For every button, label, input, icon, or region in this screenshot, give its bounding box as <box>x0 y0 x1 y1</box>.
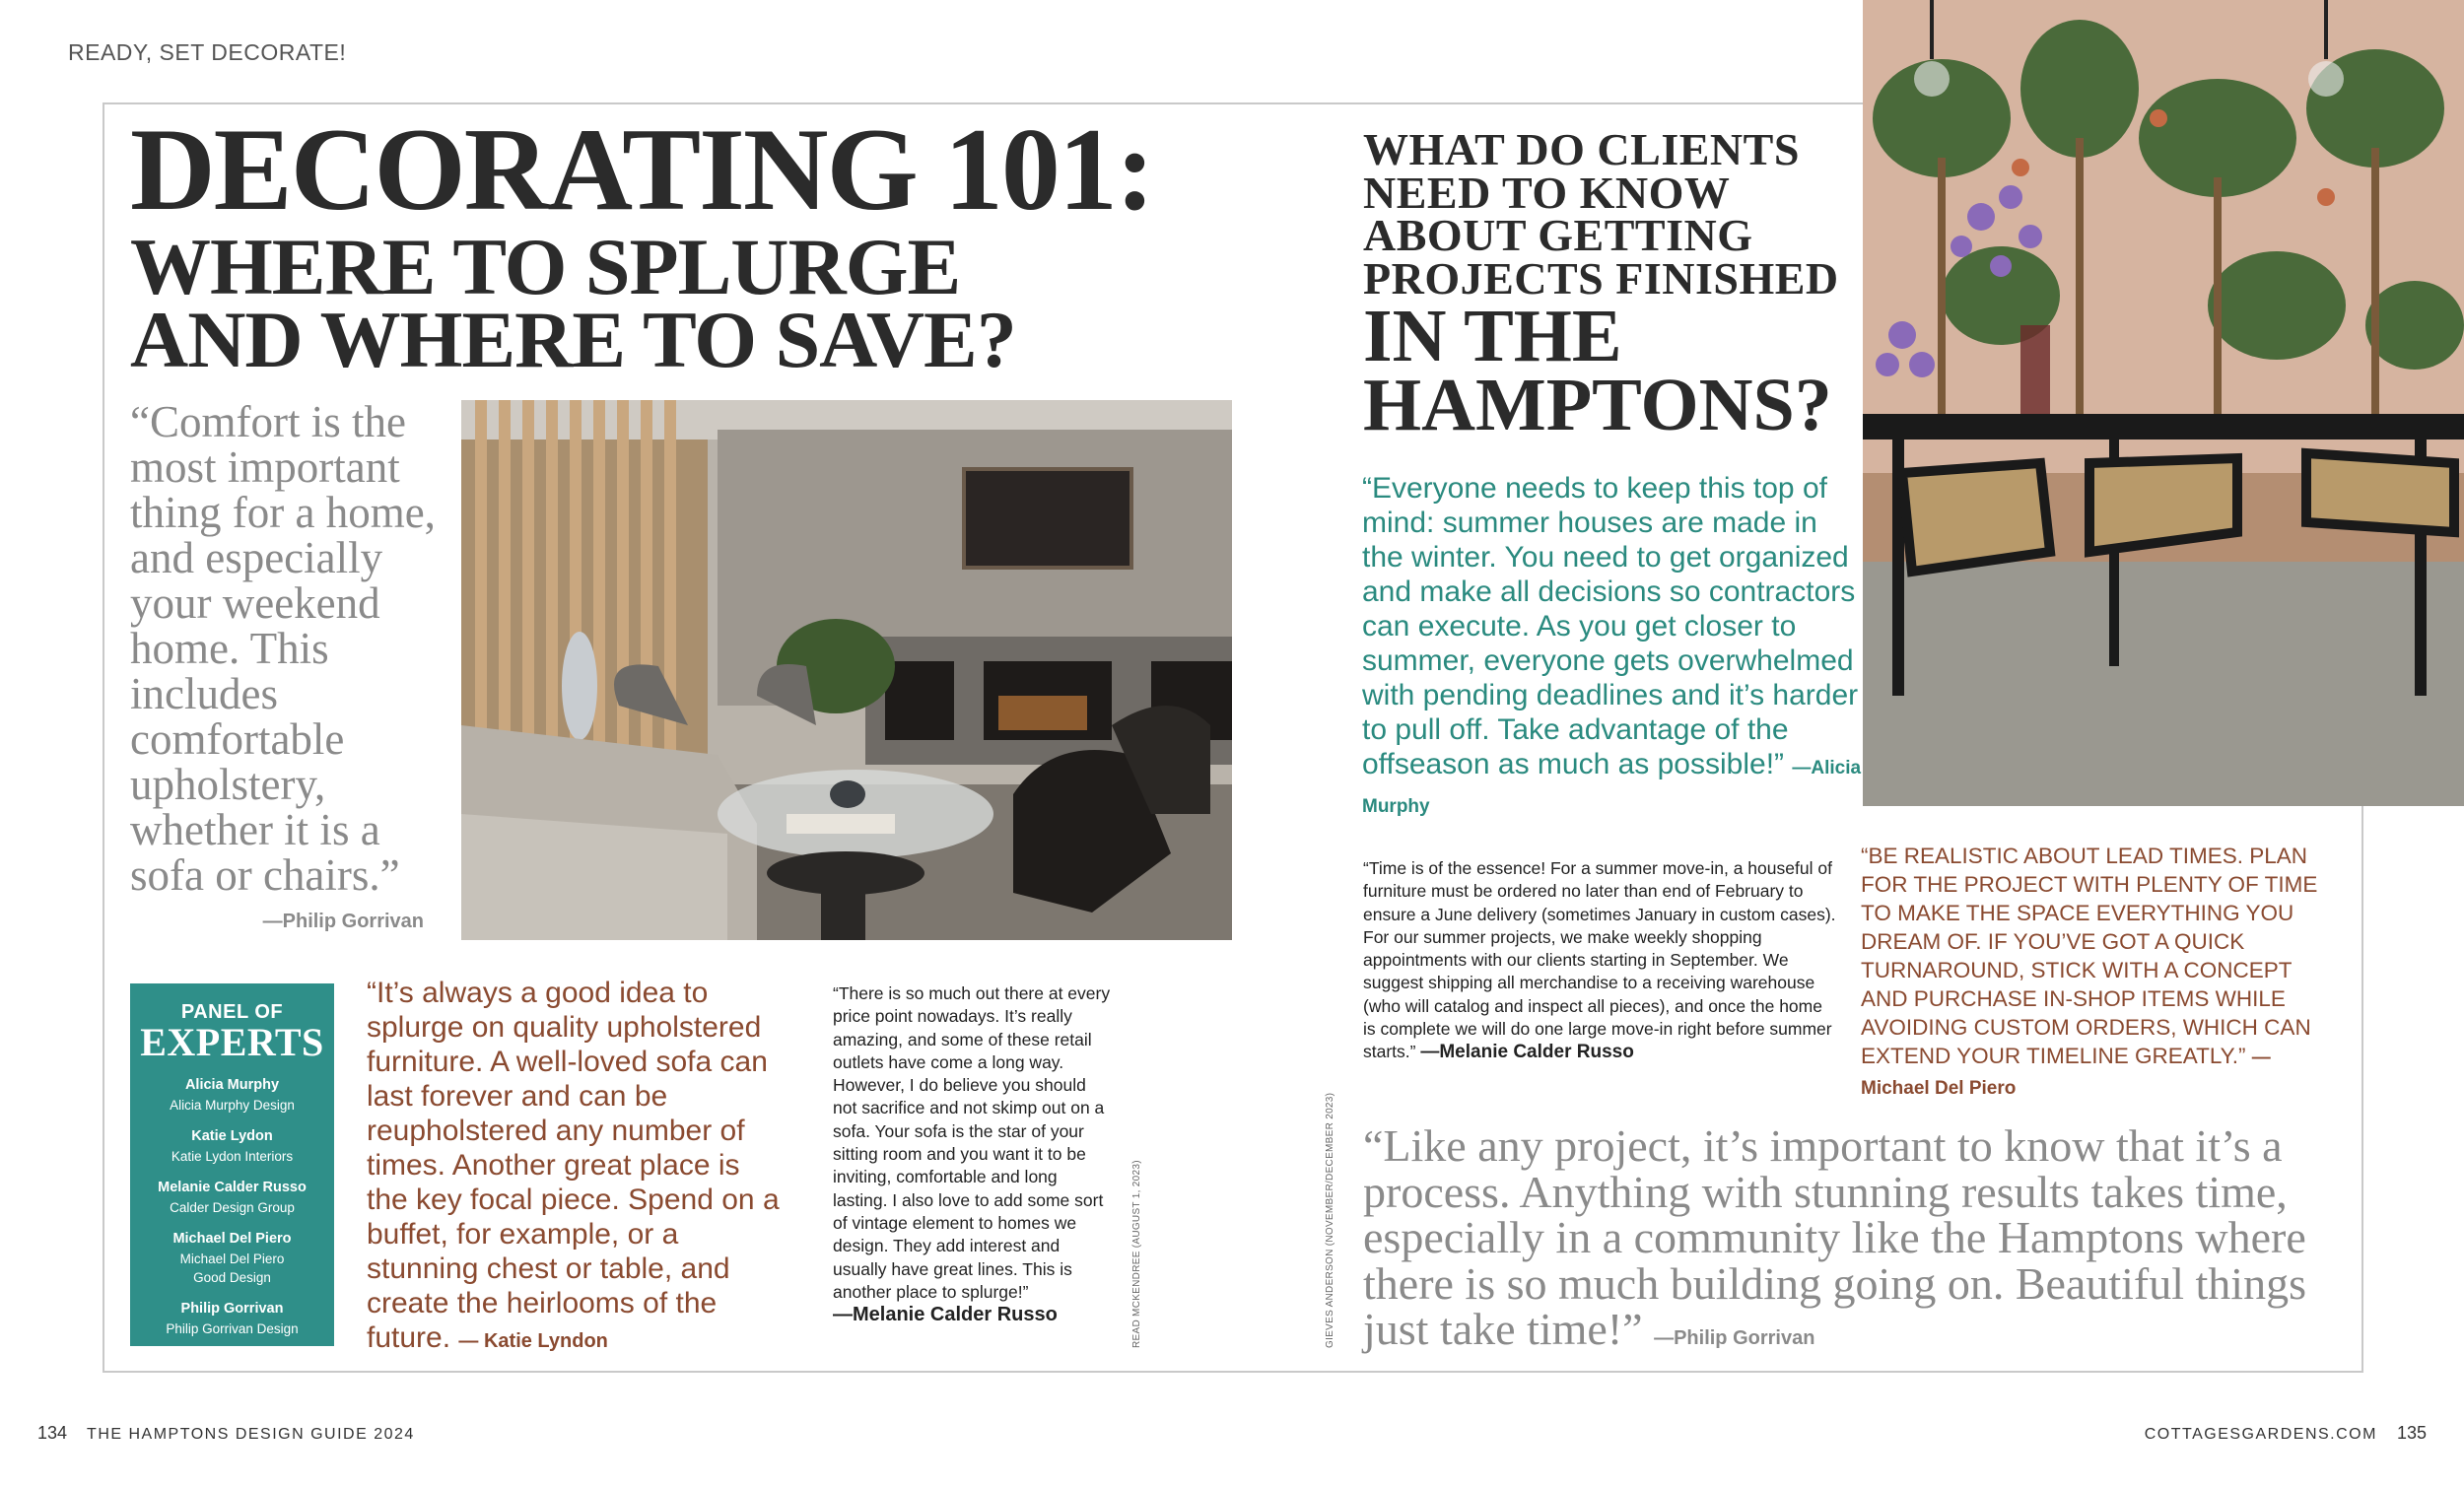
quote-katie-lydon-attribution: — Katie Lyndon <box>458 1330 608 1352</box>
dining-room-photo <box>1863 0 2464 806</box>
page-number-left: 134 <box>37 1423 68 1443</box>
expert-firm: Calder Design Group <box>170 1200 295 1215</box>
headline-right <box>1363 124 1876 447</box>
headline-left-line3: AND WHERE TO SAVE? <box>130 294 1016 384</box>
expert-name: Melanie Calder Russo <box>158 1180 307 1195</box>
website: COTTAGESGARDENS.COM <box>2144 1426 2377 1443</box>
living-room-photo <box>461 400 1232 940</box>
quote-melanie-russo-2-attribution: —Melanie Calder Russo <box>1420 1042 1634 1063</box>
headline-right-line1: WHAT DO CLIENTS <box>1363 124 1800 174</box>
quote-melanie-russo-2-text: “Time is of the essence! For a summer move-in, a houseful of furniture must be ordered no later than end of February to ensure a June delivery (sometimes January in custom cases). For our summer projects, we make weekly shopping appointments with our clients starting in September. We suggest shipping all merchandise to a receiving warehouse (who will catalog and inspect all pieces), and once the home is complete we will do one large move-in right before summer starts.” <box>1363 858 1836 1062</box>
panel-title-small: PANEL OF <box>180 1001 284 1023</box>
photo-credit-left: READ MCKENDREE (AUGUST 1, 2023) <box>1131 1160 1142 1348</box>
expert-firm: Katie Lydon Interiors <box>171 1149 294 1164</box>
expert-firm: Michael Del Piero Good Design <box>179 1251 285 1285</box>
footer-right <box>2145 1423 2427 1444</box>
footer-left <box>37 1423 415 1444</box>
expert-firm: Alicia Murphy Design <box>170 1098 295 1113</box>
pull-quote-left-attribution: —Philip Gorrivan <box>262 911 424 932</box>
quote-katie-lydon <box>367 976 781 1359</box>
expert-name: Katie Lydon <box>191 1128 273 1144</box>
panel-title-big: EXPERTS <box>140 1020 324 1064</box>
pull-quote-right-attribution: —Philip Gorrivan <box>1654 1327 1815 1349</box>
panel-of-experts <box>130 983 334 1346</box>
quote-michael-del-piero <box>1861 842 2324 1103</box>
headline-right-line2: NEED TO KNOW <box>1363 167 1731 218</box>
expert-name: Michael Del Piero <box>172 1231 292 1247</box>
expert-name: Philip Gorrivan <box>180 1301 284 1317</box>
quote-alicia-murphy <box>1362 471 1865 824</box>
expert-firm: Philip Gorrivan Design <box>166 1321 299 1336</box>
quote-alicia-murphy-text: “Everyone needs to keep this top of mind: summer houses are made in the winter. You need to get organized and make all decisions so contractors can execute. As you get closer to summer, everyone gets overwhelmed with pending deadlines and it’s harder to pull off. Take advantage of the offseason as much as possible!” <box>1362 472 1859 780</box>
quote-michael-del-piero-text: “BE REALISTIC ABOUT LEAD TIMES. PLAN FOR THE PROJECT WITH PLENTY OF TIME TO MAKE THE SPACE EVERYTHING YOU DREAM OF. IF YOU’VE GOT A QUICK TURNAROUND, STICK WITH A CONCEPT AND PURCHASE IN-SHOP ITEMS WHILE AVOIDING CUSTOM ORDERS, WHICH CAN EXTEND YOUR TIMELINE GREATLY.” <box>1861 844 2318 1068</box>
quote-katie-lydon-text: “It’s always a good idea to splurge on quality upholstered furniture. A well-loved sofa can last forever and can be reupholstered any number of times. Another great place is the key focal piece. Spend on a buffet, for example, or a stunning chest or table, and create the heirlooms of the future. <box>367 977 780 1354</box>
expert-name: Alicia Murphy <box>184 1077 280 1093</box>
headline-left <box>130 103 1342 384</box>
pull-quote-right-text: “Like any project, it’s important to know that it’s a process. Anything with stunning results takes time, especially in a community like the Hamptons where there is so much building going on. Beautiful things just take time!” <box>1363 1120 2306 1354</box>
quote-melanie-russo-1-text: “There is so much out there at every price point nowadays. It’s really amazing, and some of these retail outlets have come a long way. However, I do believe you should not sacrifice and not skimp out on a sofa. Your sofa is the star of your sitting room and you want it to be inviting, comfortable and long lasting. I also love to add some sort of vintage element to homes we design. They add interest and usually have great lines. This is another place to splurge!” <box>833 983 1111 1302</box>
pull-quote-left: “Comfort is the most important thing for a home, and especially your weekend home. This includes comfortable upholstery, whether it is a sofa or chairs.” <box>130 397 436 900</box>
pull-quote-right <box>1363 1120 2349 1362</box>
quote-melanie-russo-1-attribution: —Melanie Calder Russo <box>833 1304 1058 1326</box>
section-kicker: READY, SET DECORATE! <box>68 39 347 65</box>
headline-right-line3: ABOUT GETTING <box>1363 210 1753 261</box>
page-number-right: 135 <box>2396 1423 2427 1443</box>
headline-right-line4: PROJECTS FINISHED <box>1363 253 1839 304</box>
publication-title: THE HAMPTONS DESIGN GUIDE 2024 <box>87 1426 415 1443</box>
quote-melanie-russo-1 <box>833 982 1114 1326</box>
headline-left-line1: DECORATING 101: <box>130 103 1153 235</box>
headline-right-line5: IN THE <box>1363 294 1622 377</box>
headline-left-line2: WHERE TO SPLURGE <box>130 222 961 311</box>
headline-right-line6: HAMPTONS? <box>1363 364 1832 447</box>
quote-alicia-murphy-attribution: —Alicia Murphy <box>1362 758 1862 817</box>
quote-michael-del-piero-attribution: —Michael Del Piero <box>1861 1048 2271 1099</box>
quote-melanie-russo-2 <box>1363 857 1836 1064</box>
photo-credit-right: GIEVES ANDERSON (NOVEMBER/DECEMBER 2023) <box>1325 1092 1335 1348</box>
